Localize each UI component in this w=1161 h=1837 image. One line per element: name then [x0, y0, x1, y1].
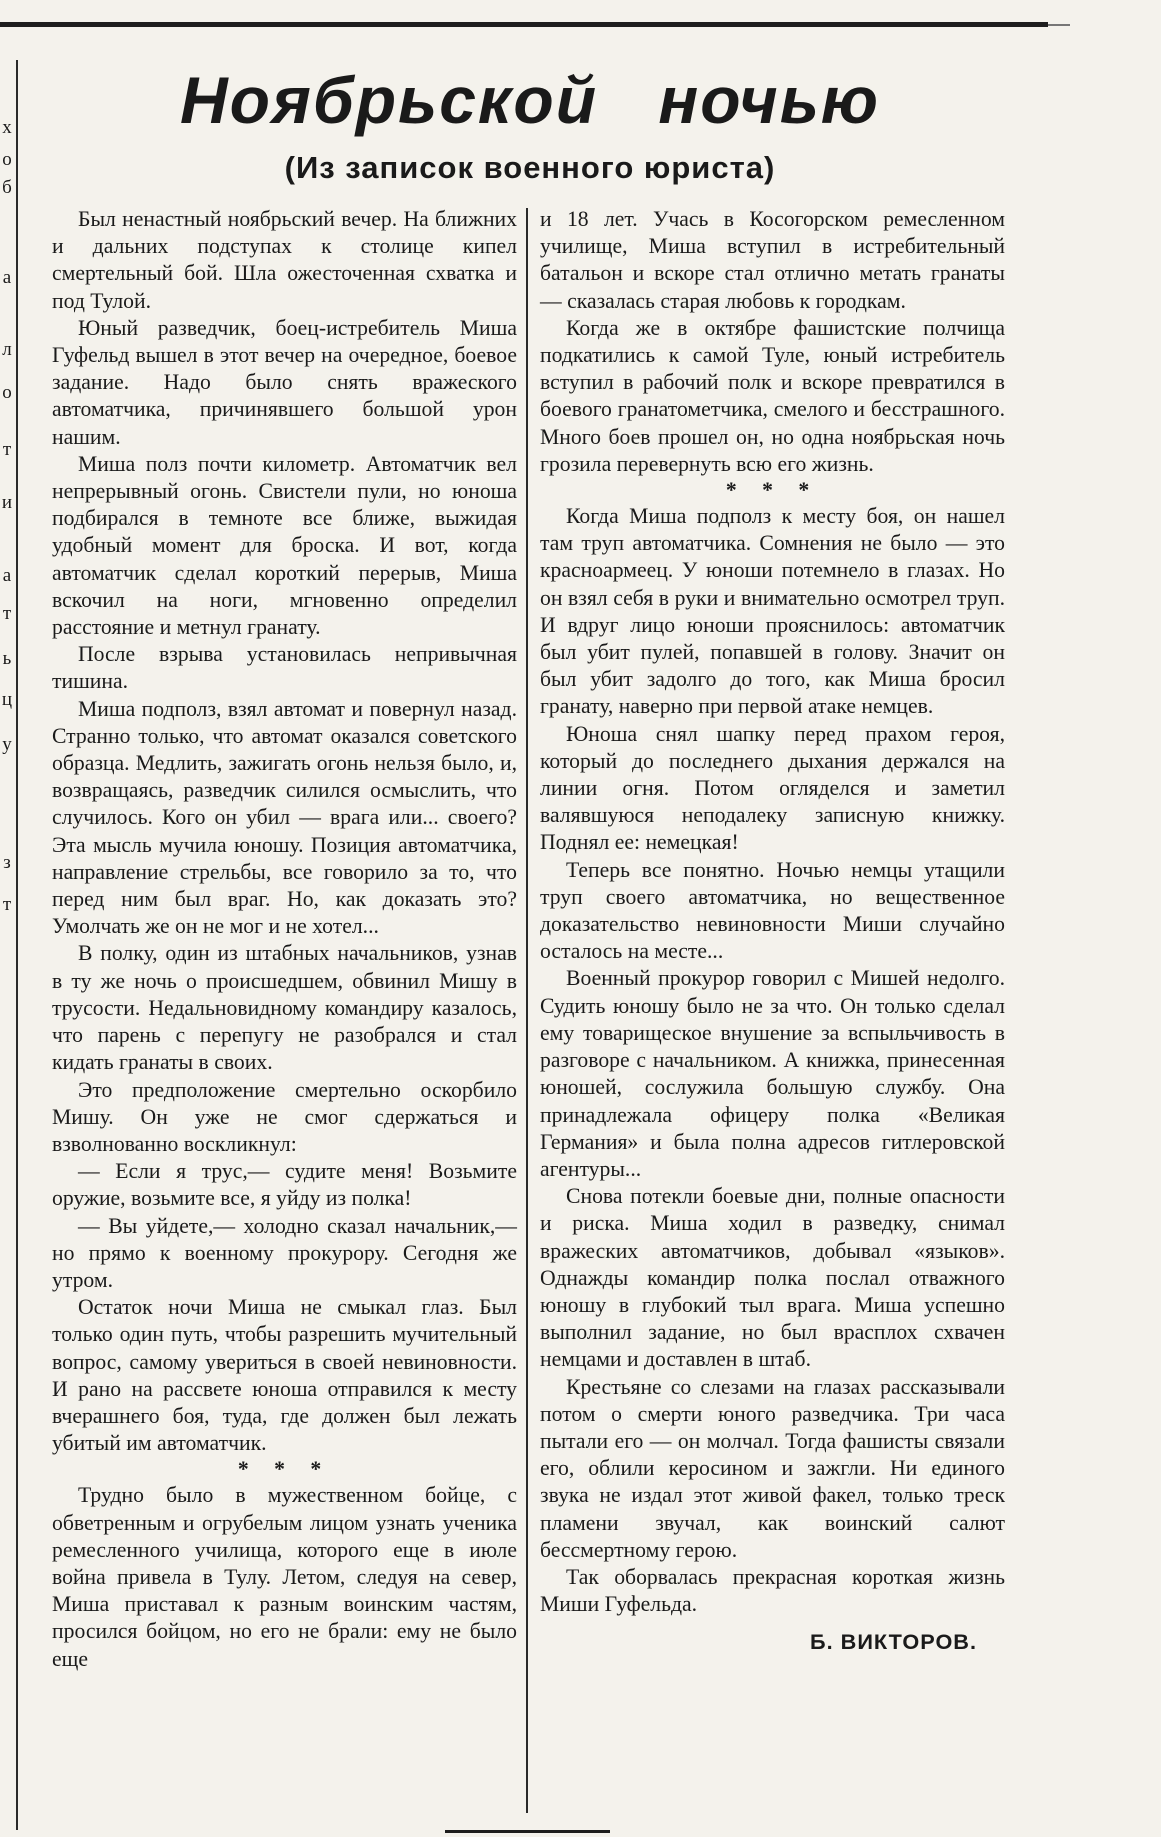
- paragraph: После взрыва установилась непривычная тишина.: [52, 642, 517, 694]
- paragraph: — Вы уйдете,— холодно сказал начальник,— но прямо к военному прокурору. Сегодня же утром.: [52, 1213, 517, 1292]
- paragraph: — Если я трус,— судите меня! Возьмите оружие, возьмите все, я уйду из полка!: [52, 1159, 517, 1211]
- paragraph: Остаток ночи Миша не смыкал глаз. Был только один путь, чтобы разрешить мучительный вопрос, самому увериться в своей невиновности. И рано на рассвете юноша отправился к месту вчерашнего боя, туда, где должен был лежать убитый им автоматчик.: [52, 1295, 517, 1456]
- bottom-rule: [445, 1830, 610, 1833]
- gutter-letter: т: [2, 894, 12, 915]
- gutter-letter: т: [2, 439, 12, 460]
- section-separator: * * *: [725, 478, 820, 503]
- paragraph: Когда Миша подполз к месту боя, он нашел там труп автоматчика. Сомнения не было — это красноармеец. У юноши потемнело в глазах. Но он взял себя в руки и внимательно осмотрел труп. И вдруг лицо юноши прояснилось: автоматчик был убит пулей, попавшей в голову. Значит он был убит задолго до того, как Миша бросил гранату, наверно при первой атаке немцев.: [540, 504, 1005, 719]
- gutter-letter: ц: [1, 689, 13, 710]
- gutter-letter: з: [3, 852, 11, 873]
- top-rule-end: [1048, 24, 1070, 26]
- gutter-letter: ь: [2, 648, 12, 669]
- gutter-letter: о: [2, 382, 12, 403]
- article-title: Ноябрьской ночью: [180, 63, 880, 137]
- author-signature: Б. ВИКТОРОВ.: [810, 1629, 977, 1655]
- gutter-letter: а: [2, 267, 12, 288]
- gutter-letter: т: [2, 603, 12, 624]
- article-column-left: [52, 206, 517, 1673]
- gutter-letter: о: [2, 149, 12, 170]
- paragraph: В полку, один из штабных начальников, узнав в ту же ночь о происшедшем, обвинил Мишу в трусости. Недальновидному командиру казалось, что парень с перепугу не разобрался и стал кидать гранаты в своих.: [52, 941, 517, 1075]
- gutter-letter: х: [2, 117, 12, 138]
- gutter-letter: у: [2, 734, 12, 755]
- paragraph-continued: и 18 лет. Учась в Косогорском ремесленном училище, Миша вступил в истребительный батальон и вскоре стал отлично метать гранаты — сказалась старая любовь к городкам.: [540, 207, 1005, 313]
- paragraph: Миша подполз, взял автомат и повернул назад. Странно только, что автомат оказался советского образца. Медлить, зажигать огонь нельзя было, и, возвращаясь, разведчик силился осмыслить, что случилось. Кого он убил — врага или... своего? Эта мысль мучила юношу. Позиция автоматчика, направление стрельбы, все говорило за то, что перед ним был враг. Но, как доказать это? Умолчать же он не мог и не хотел...: [52, 696, 517, 939]
- paragraph: Крестьяне со слезами на глазах рассказывали потом о смерти юного разведчика. Три часа пытали его — он молчал. Тогда фашисты связали его, облили керосином и зажгли. Ни единого звука не издал этот живой факел, только треск пламени звучал, как воинский салют бессмертному герою.: [540, 1374, 1005, 1562]
- paragraph: Военный прокурор говорил с Мишей недолго. Судить юношу было не за что. Он только сделал ему товарищеское внушение за вспыльчивость в разговоре с начальником. А книжка, принесенная юношей, сослужила большую службу. Она принадлежала офицеру полка «Великая Германия» и была полна адресов гитлеровской агентуры...: [540, 966, 1005, 1181]
- paragraph: Теперь все понятно. Ночью немцы утащили труп своего автоматчика, но вещественное доказательство невиновности Миши случайно осталось на месте...: [540, 857, 1005, 964]
- top-rule: [0, 22, 1048, 27]
- article-subtitle: (Из записок военного юриста): [284, 150, 776, 185]
- paragraph: Когда же в октябре фашистские полчища подкатились к самой Туле, юный истребитель вступил в рабочий полк и вскоре превратился в боевого гранатометчика, смелого и бесстрашного. Много боев прошел он, но одна ноябрьская ночь грозила перевернуть всю его жизнь.: [540, 315, 1005, 476]
- paragraph: Так оборвалась прекрасная короткая жизнь Миши Гуфельда.: [540, 1564, 1005, 1617]
- article-column-right: [540, 206, 1005, 1656]
- gutter-column-rule: [16, 60, 18, 1830]
- gutter-letter: л: [2, 339, 12, 360]
- paragraph: Это предположение смертельно оскорбило Мишу. Он уже не смог сдержаться и взволнованно воскликнул:: [52, 1077, 517, 1156]
- gutter-letter: б: [2, 177, 12, 198]
- section-separator: * * *: [237, 1457, 332, 1482]
- paragraph: Был ненастный ноябрьский вечер. На ближних и дальних подступах к столице кипел смертельный бой. Шла ожесточенная схватка и под Тулой.: [52, 207, 517, 313]
- paragraph: Снова потекли боевые дни, полные опасности и риска. Миша ходил в разведку, снимал вражеских автоматчиков, добывал «языков». Однажды командир полка послал отважного юношу в глубокий тыл врага. Миша успешно выполнил задание, но был врасплох схвачен немцами и доставлен в штаб.: [540, 1184, 1005, 1372]
- column-divider: [526, 208, 528, 1813]
- paragraph: Юный разведчик, боец-истребитель Миша Гуфельд вышел в этот вечер на очередное, боевое задание. Надо было снять вражеского автоматчика, причинявшего большой урон нашим.: [52, 315, 517, 449]
- gutter-letter: а: [2, 565, 12, 586]
- paragraph: Трудно было в мужественном бойце, с обветренным и огрубелым лицом узнать ученика ремесленного училища, которого еще в июле война привела в Тулу. Летом, следуя на север, Миша приставал к разным воинским частям, просился бойцом, но его не брали: ему не было еще: [52, 1483, 517, 1671]
- paragraph: Юноша снял шапку перед прахом героя, который до последнего дыхания держался на линии огня. Потом огляделся и заметил валявшуюся неподалеку записную книжку. Поднял ее: немецкая!: [540, 721, 1005, 855]
- gutter-letter: и: [1, 492, 13, 513]
- paragraph: Миша полз почти километр. Автоматчик вел непрерывный огонь. Свистели пули, но юноша подбирался в темноте все ближе, выжидая удобный момент для броска. И вот, когда автоматчик сделал короткий перерыв, Миша вскочил на ноги, мгновенно определил расстояние и метнул гранату.: [52, 451, 517, 640]
